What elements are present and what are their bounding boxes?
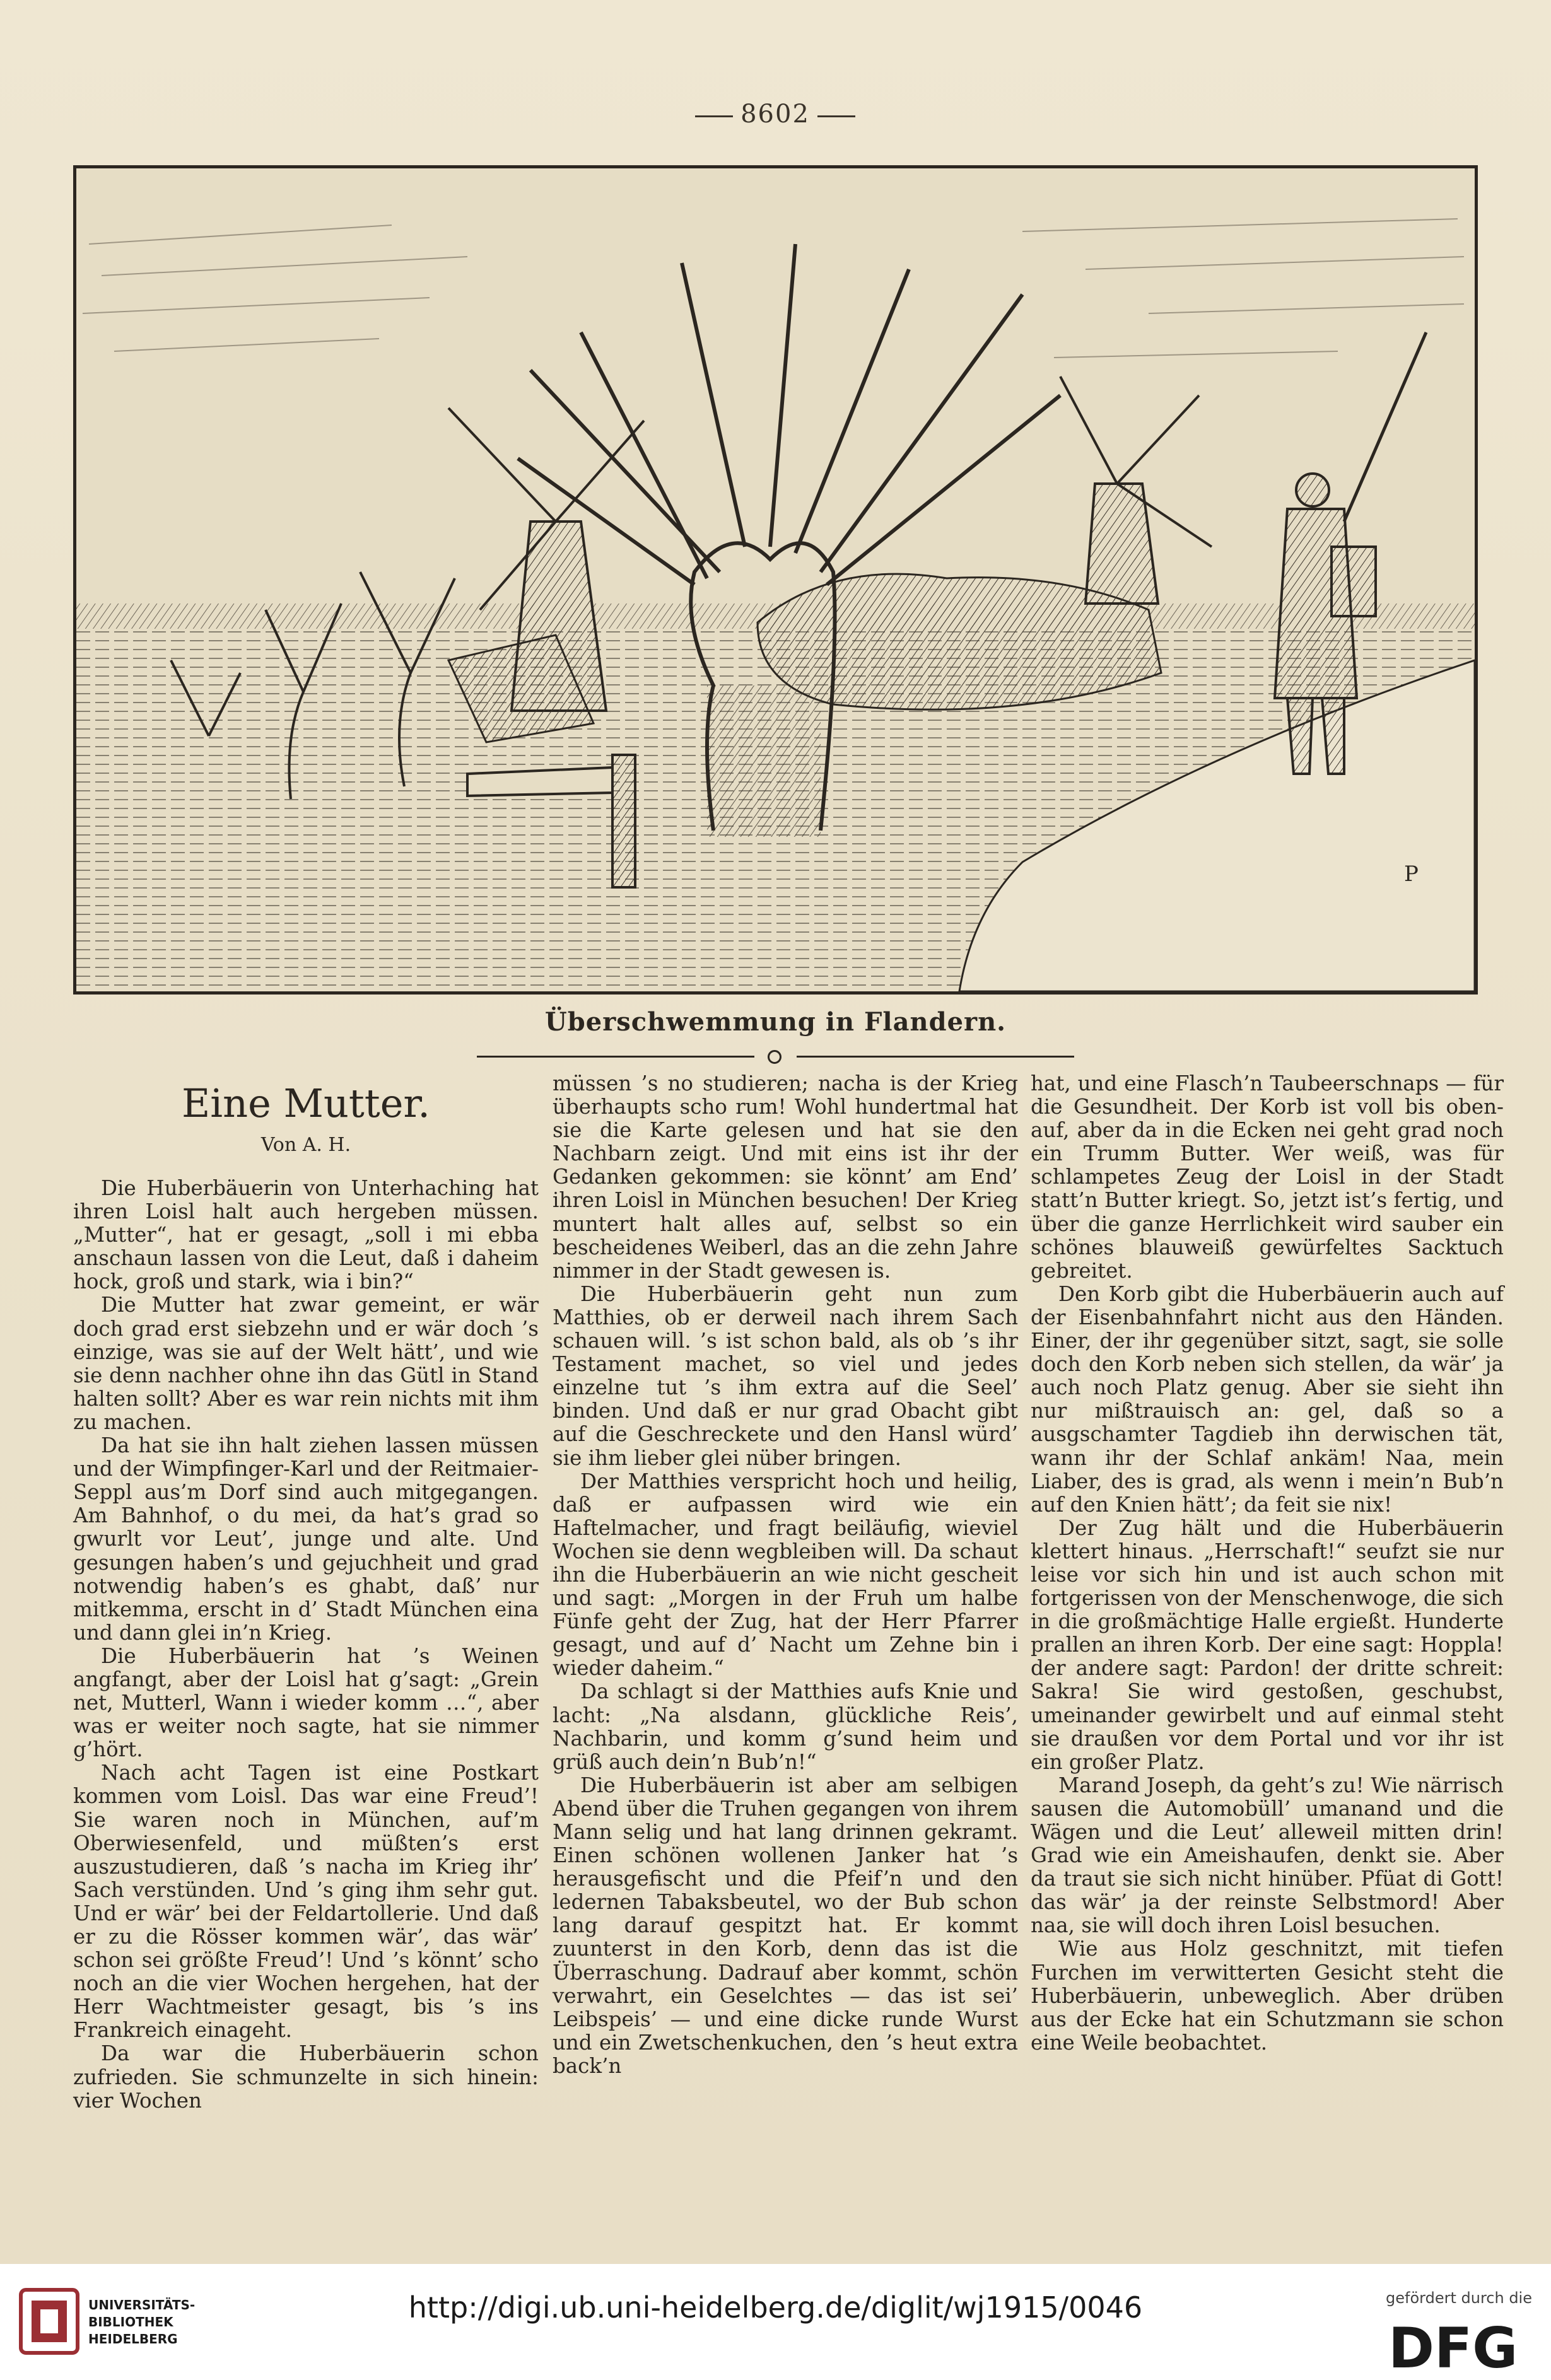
digitization-footer: [0, 2264, 1551, 2380]
paragraph: Den Korb gibt die Huberbäuerin auch auf der Eisenbahnfahrt nicht aus den Händen. Einer, der ihr gegenüber sitzt, sagt, sie solle doch den Korb neben sich stellen, da wär’ ja auch noch Platz genug. Aber sie sieht ihn nur mißtrauisch an: gel, daß so a ausgschamter Tagdieb ihn derwischen tät, wann ihr der Schlaf ankäm! Naa, mein Liaber, des is grad, als wenn i mein’n Bub’n auf den Knien hätt’; da feit sie nix!: [1031, 1281, 1504, 1517]
paragraph: Die Huberbäuerin hat ’s Weinen angfangt, aber der Loisl hat g’sagt: „Grein net, Mutterl, Wann i wieder komm …“, aber was er weiter noch sagte, hat sie nimmer g’hört.: [73, 1643, 539, 1762]
paragraph: Die Huberbäuerin geht nun zum Matthies, ob er derweil nach ihrem Sach schauen will. ’s ist schon bald, als ob ’s ihr Testament machet, so viel und jedes einzelne tut ’s ihm extra auf die Seel’ binden. Und daß er nur grad Obacht gibt auf die Geschreckete und den Hansl würd’ sie ihm lieber glei nüber bringen.: [553, 1281, 1018, 1470]
paragraph-continued: müssen ’s no studieren; nacha is der Krieg überhaupts scho rum! Wohl hundertmal hat sie die Karte gelesen und hat sie den Nachbarn zeigt. Und mit eins ist ihr der Gedanken gekommen: sie könnt’ am End’ ihren Loisl in München besuchen! Der Krieg muntert halt alles auf, selbst so ein bescheidenes Weiberl, das an die zehn Jahre nimmer in der Stadt gewesen is.: [553, 1071, 1018, 1283]
library-name: UNIVERSITÄTS- BIBLIOTHEK HEIDELBERG: [88, 2297, 196, 2347]
dfg-logo-icon[interactable]: [1388, 2318, 1532, 2372]
paragraph: Der Matthies verspricht hoch und heilig, daß er aufpassen wird wie ein Haftelmacher, und fragt beiläufig, wieviel Wochen sie denn wegbleiben will. Da schaut ihn die Huberbäuerin an wie nicht gescheit und sagt: „Morgen in der Fruh um halbe Fünfe geht der Zug, hat der Herr Pfarrer gesagt, und auf d’ Nacht um Zehne bin i wieder daheim.“: [553, 1469, 1018, 1681]
paragraph: Die Huberbäuerin ist aber am selbigen Abend über die Truhen gegangen von ihrem Mann selig und hat lang drinnen gekramt. Einen schönen wollenen Janker hat ’s herausgefischt und die Pfeif’n und den ledernen Tabaksbeutel, wo der Bub schon lang darauf gespitzt hat. Er kommt zuunterst in den Korb, denn das ist die Überraschung. Dadrauf aber kommt, schön verwahrt, ein Geselchtes — das ist sei’ Leibspeis’ — und eine dicke runde Wurst und ein Zwetschenkuchen, den ’s heut extra back’n: [553, 1773, 1018, 2078]
illustration-caption: Überschwemmung in Flandern.: [544, 1007, 1007, 1037]
paragraph: Nach acht Tagen ist eine Postkart kommen vom Loisl. Das war eine Freud’! Sie waren noch in München, auf’m Oberwiesenfeld, und müßten’s erst auszustudieren, daß ’s nacha im Krieg ihr’ Sach verstünden. Und ’s ging ihm sehr gut. Und er wär’ bei der Feldartollerie. Und daß er zu die Rösser kommen wär’, das wär’ schon sei größte Freud’! Und ’s könnt’ scho noch an die vier Wochen hergehen, hat der Herr Wachtmeister gesagt, bis ’s ins Frankreich einageht.: [73, 1761, 539, 2043]
text-column-1: [73, 1072, 539, 2113]
text-column-2: [553, 1072, 1018, 2078]
ornament-dash-right: [817, 115, 855, 117]
permalink-url[interactable]: http://digi.ub.uni-heidelberg.de/diglit/wj1915/0046: [408, 2290, 1143, 2325]
paragraph: Da hat sie ihn halt ziehen lassen müssen und der Wimpfinger-Karl und der Reitmaier-Seppl aus’m Dorf sind auch mitgegangen. Am Bahnhof, o du mei, da hat’s grad so gwurlt vor Leut’, junge und alte. Und gesungen haben’s und gejuchheit und grad notwendig haben’s es ghabt, daß’ nur mitkemma, erscht in d’ Stadt München eina und dann glei in’n Krieg.: [73, 1433, 539, 1645]
illustration-flood-flanders: [73, 165, 1478, 995]
ornament-dash-left: [695, 115, 733, 117]
paragraph: Die Huberbäuerin von Unterhaching hat ihren Loisl halt auch hergeben müssen. „Mutter“, hat er gesagt, „soll i mi ebba anschaun lassen von die Leut, daß i daheim hock, groß und stark, wia i bin?“: [73, 1176, 539, 1294]
svg-text:DFG: DFG: [1388, 2318, 1518, 2372]
paragraph: Da war die Huberbäuerin schon zufrieden. Sie schmunzelte in sich hinein: vier Wochen: [73, 2041, 539, 2113]
paragraph: Da schlagt si der Matthies aufs Knie und lacht: „Na alsdann, glückliche Reis’, Nachbarin, und komm g’sund heim und grüß auch dein’n Bub’n!“: [553, 1679, 1018, 1774]
paragraph-continued: hat, und eine Flasch’n Taubeerschnaps — für die Gesundheit. Der Korb ist voll bis oben-auf, aber da in die Ecken nei geht grad noch ein Trumm Butter. Wer weiß, was für schlampetes Zeug der Loisl in der Stadt statt’n Butter kriegt. So, jetzt ist’s fertig, und über die ganze Herrlichkeit wird sauber ein schönes blauweiß gewürfeltes Sacktuch gebreitet.: [1031, 1071, 1504, 1283]
paragraph: Wie aus Holz geschnitzt, mit tiefen Furchen im verwitterten Gesicht steht die Huberbäuerin, unbeweglich. Aber drüben aus der Ecke hat ein Schutzmann sie schon eine Weile beobachtet.: [1031, 1937, 1504, 2055]
section-divider: [477, 1050, 1074, 1063]
paragraph: Die Mutter hat zwar gemeint, er wär doch grad erst siebzehn und er wär doch ’s einzige, was sie auf der Welt hätt’, und wie sie denn nachher ohne ihn das Gütl in Stand halten sollt? Aber es war rein nichts mit ihm zu machen.: [73, 1293, 539, 1434]
engraving-picture: [76, 168, 1475, 991]
article-byline: Von A. H.: [260, 1134, 351, 1156]
page-number: [649, 100, 901, 129]
page-number-text: 8602: [740, 100, 810, 129]
funding-note: gefördert durch die: [1386, 2289, 1532, 2307]
text-column-3: [1031, 1072, 1504, 2055]
paragraph: Marand Joseph, da geht’s zu! Wie närrisch sausen die Automobüll’ umanand und die Wägen und die Leut’ alleweil mitten drin! Grad wie ein Ameishaufen, denkt sie. Aber da traut sie sich nicht hinüber. Pfüat di Gott! das wär’ ja der reinste Selbstmord! Aber naa, sie will doch ihren Loisl besuchen.: [1031, 1773, 1504, 1938]
article-title: Eine Mutter.: [182, 1080, 430, 1126]
paragraph: Der Zug hält und die Huberbäuerin klettert hinaus. „Herrschaft!“ seufzt sie nur leise vor sich hin und ist auch schon mit fortgerissen von der Menschenwoge, die sich in die großmächtige Halle ergießt. Hunderte prallen an ihren Korb. Der eine sagt: Hoppla! der andere sagt: Pardon! der dritte schreit: Sakra! Sie wird gestoßen, geschubst, umeinander gewirbelt und auf einmal steht sie draußen vor dem Portal und vor ihr ist ein großer Platz.: [1031, 1515, 1504, 1774]
artist-signature: P: [1404, 861, 1419, 887]
